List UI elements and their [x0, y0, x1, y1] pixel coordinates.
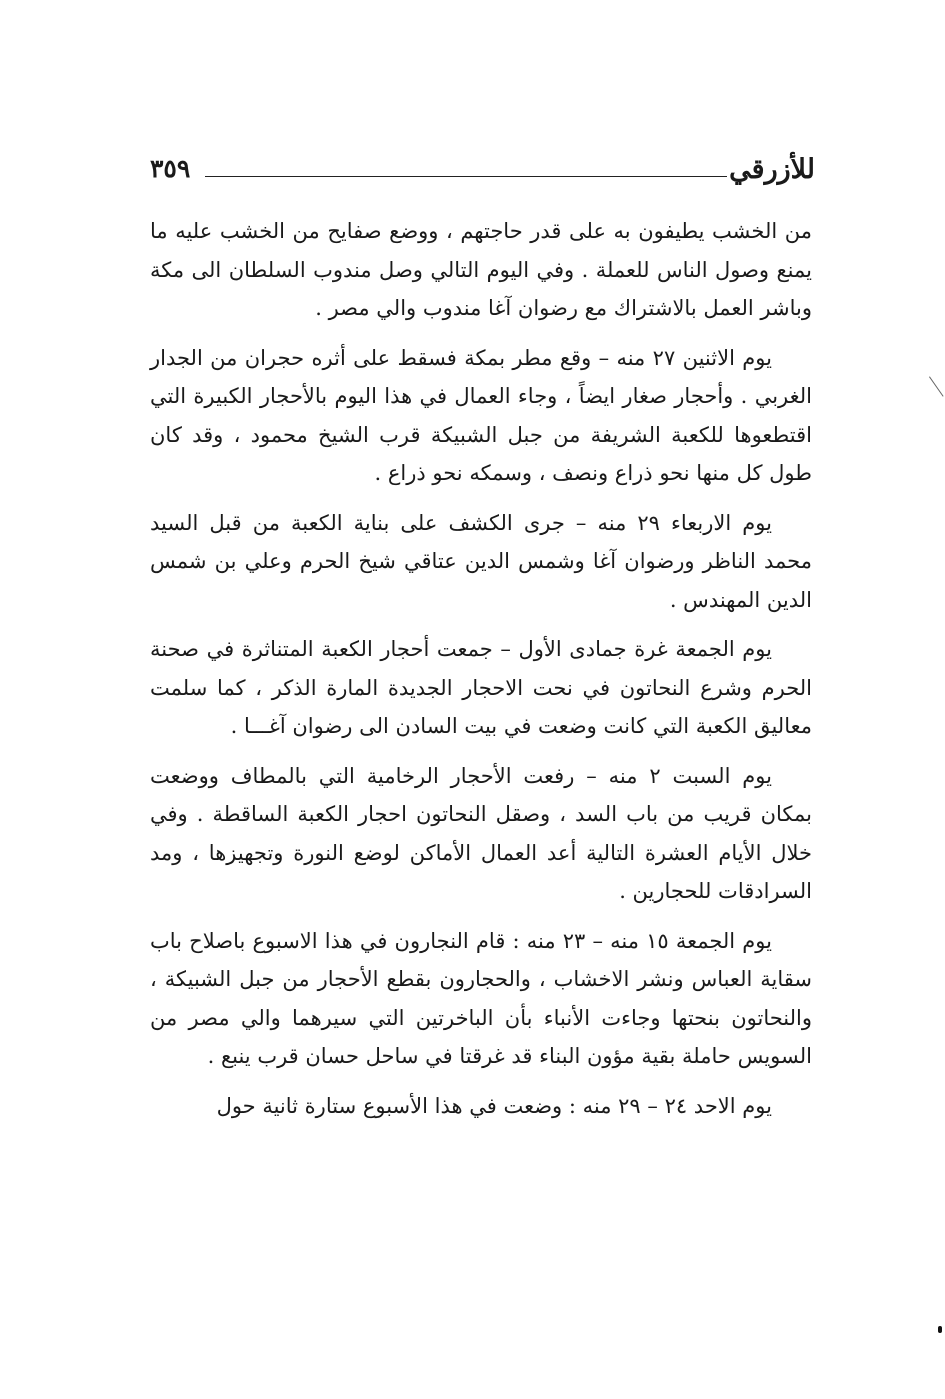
margin-mark	[929, 368, 945, 396]
header-rule	[205, 176, 727, 177]
paragraph-sunday-24-29: يوم الاحد ٢٤ – ٢٩ منه : وضعت في هذا الأسبوع ستارة ثانية حول	[216, 1093, 772, 1118]
paragraph-friday-15-23: يوم الجمعة ١٥ منه – ٢٣ منه : قام النجارون في هذا الاسبوع باصلاح باب سقاية العباس ونشر الاخشاب ، والحجارون بقطع الأحجار من جبل الشبيكة ، والنحاتون بنحتها وجاءت الأنباء بأن الباخرتين التي سيرهما والي مصر من السويس حاملة بقية مؤون البناء قد غرقتا في ساحل حسان قرب ينبع .	[150, 928, 812, 1068]
margin-dot	[938, 1326, 942, 1333]
paragraph-continued: من الخشب يطيفون به على قدر حاجتهم ، ووضع صفايح من الخشب عليه ما يمنع وصول الناس للعملة . وفي اليوم التالي وصل مندوب السلطان الى مكة وباشر العمل بالاشتراك مع رضوان آغا مندوب والي مصر .	[150, 219, 812, 320]
paragraph-monday-27: يوم الاثنين ٢٧ منه – وقع مطر بمكة فسقط على أثره حجران من الجدار الغربي . وأحجار صغار ايضاً ، وجاء العمال في هذا اليوم بالأحجار الكبيرة التي اقتطعوها للكعبة الشريفة من جبل الشبيكة قرب الشيخ محمود ، وقد كان طول كل منها نحو ذراع ونصف ، وسمكه نحو ذراع .	[150, 345, 812, 485]
paragraph-friday-jumada: يوم الجمعة غرة جمادى الأول – جمعت أحجار الكعبة المتناثرة في صحنة الحرم وشرع النحاتون في نحت الاحجار الجديدة المارة الذكر ، كما سلمت معاليق الكعبة التي كانت وضعت في بيت السادن الى رضوان آغـــا .	[150, 637, 812, 738]
running-title: للأزرقي	[729, 154, 815, 185]
body-text	[150, 212, 812, 1136]
page-header	[150, 150, 815, 200]
page-number: ٣٥٩	[150, 154, 191, 183]
paragraph-saturday-2: يوم السبت ٢ منه – رفعت الأحجار الرخامية التي بالمطاف ووضعت بمكان قريب من باب السد ، وصقل النحاتون احجار الكعبة الساقطة . وفي خلال الأيام العشرة التالية أعد العمال الأماكن لوضع النورة وتجهيزها ، ومد السرادقات للحجارين .	[150, 763, 812, 903]
paragraph-wednesday-29: يوم الاربعاء ٢٩ منه – جرى الكشف على بناية الكعبة من قبل السيد محمد الناظر ورضوان آغا وشمس الدين عتاقي شيخ الحرم وعلي بن شمس الدين المهندس .	[150, 510, 812, 612]
